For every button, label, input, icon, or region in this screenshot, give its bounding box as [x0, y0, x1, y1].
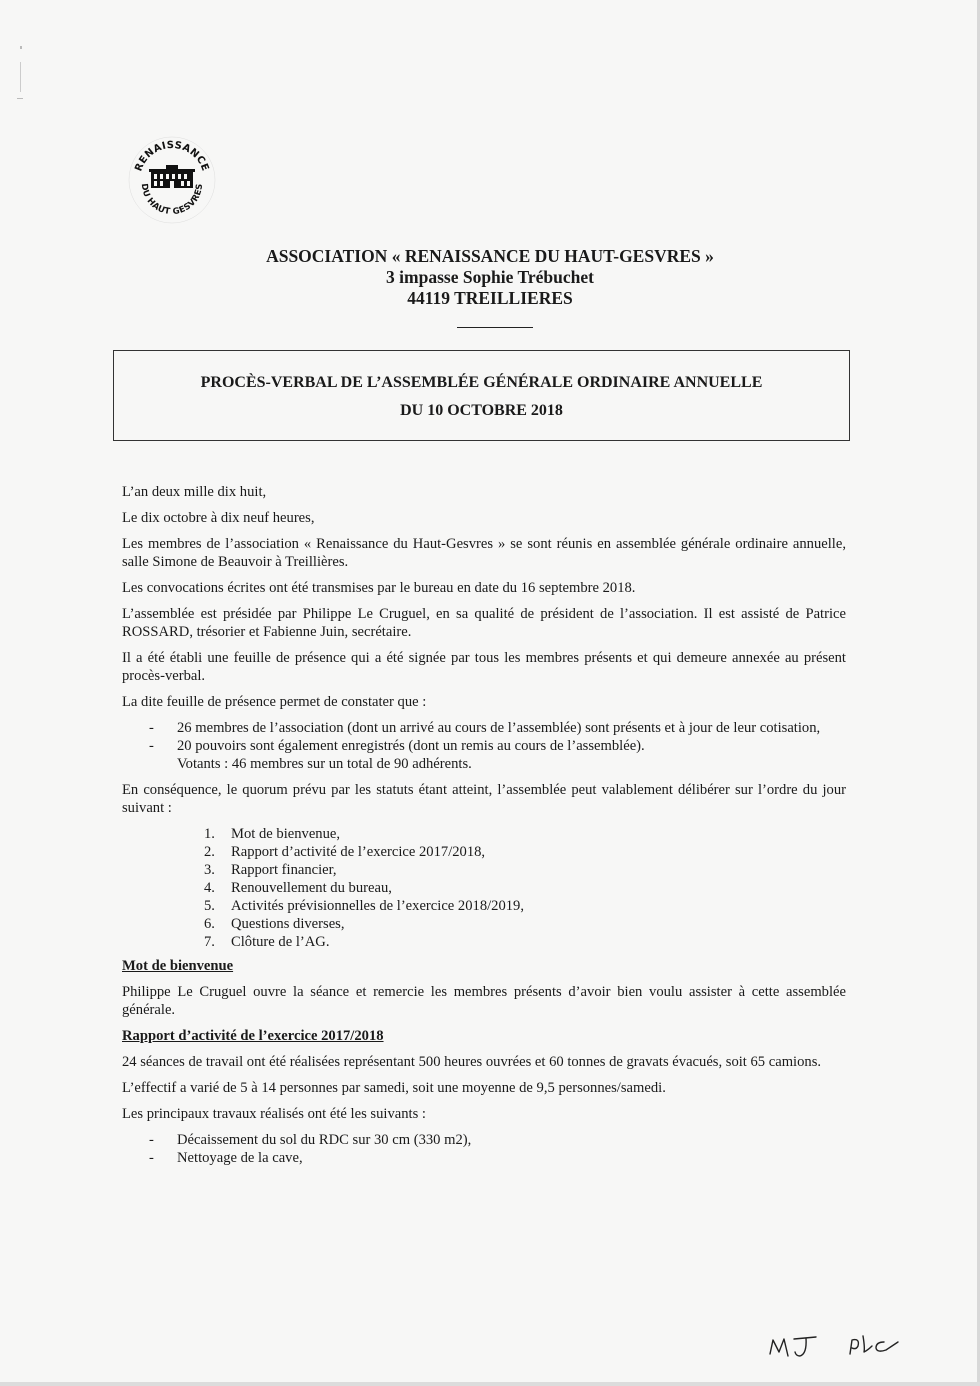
section-heading-welcome: Mot de bienvenue: [122, 958, 234, 974]
agenda-number: 3.: [204, 862, 215, 878]
page-edge-bottom: [0, 1382, 980, 1386]
list-item: [122, 1131, 846, 1149]
paragraph-convocations: Les convocations écrites ont été transmises par le bureau en date du 16 septembre 2018.: [122, 580, 636, 596]
document-title: PROCÈS-VERBAL DE L’ASSEMBLÉE GÉNÉRALE ORDINAIRE ANNUELLE: [200, 374, 763, 391]
initial-l-stroke: [863, 1336, 872, 1352]
works-list: [122, 1131, 846, 1167]
association-name: ASSOCIATION « RENAISSANCE DU HAUT-GESVRES »: [266, 246, 714, 266]
document-body: [122, 483, 846, 1175]
scan-speck: [20, 46, 22, 49]
paragraph-works-intro: Les principaux travaux réalisés ont été les suivants :: [122, 1106, 426, 1122]
list-item: [122, 737, 846, 755]
agenda-item: [122, 861, 846, 879]
paragraph-attendance-intro: La dite feuille de présence permet de constater que :: [122, 694, 427, 710]
paragraph-date: Le dix octobre à dix neuf heures,: [122, 510, 315, 526]
agenda-number: 4.: [204, 880, 215, 896]
document-date: DU 10 OCTOBRE 2018: [400, 402, 563, 419]
scan-speck: [17, 98, 23, 99]
paragraph-presidency: L’assemblée est présidée par Philippe Le Cruguel, en sa qualité de président de l’association. Il est assisté de Patrice ROSSARD, trésorier et Fabienne Juin, secrétaire.: [122, 606, 846, 640]
paragraph-year: L’an deux mille dix huit,: [122, 484, 267, 500]
list-item: [122, 1149, 846, 1167]
initial-p-stroke: [850, 1340, 858, 1354]
initial-m-stroke: [770, 1339, 788, 1356]
agenda-item: [122, 897, 846, 915]
agenda-list: [122, 825, 846, 951]
scan-speck: [20, 62, 21, 92]
paragraph-attendance-sheet: Il a été établi une feuille de présence qui a été signée par tous les membres présents et qui demeure annexée au présent procès-verbal.: [122, 650, 846, 684]
svg-text:DU HAUT GESVRES: [139, 183, 205, 217]
list-item-text: Décaissement du sol du RDC sur 30 cm (330 m2),: [177, 1132, 472, 1148]
paragraph-welcome: Philippe Le Cruguel ouvre la séance et remercie les membres présents d’avoir bien voulu assister à cette assemblée générale.: [122, 984, 846, 1018]
presence-list: [122, 719, 846, 773]
paragraph-sessions: 24 séances de travail ont été réalisées représentant 500 heures ouvrées et 60 tonnes de gravats évacués, soit 65 camions.: [122, 1054, 822, 1070]
agenda-number: 7.: [204, 934, 215, 950]
paragraph-workforce: L’effectif a varié de 5 à 14 personnes par samedi, soit une moyenne de 9,5 personnes/samedi.: [122, 1080, 666, 1096]
paragraph-quorum: En conséquence, le quorum prévu par les statuts étant atteint, l’assemblée peut valablement délibérer sur l’ordre du jour suivant :: [122, 782, 846, 816]
agenda-number: 6.: [204, 916, 215, 932]
agenda-number: 5.: [204, 898, 215, 914]
association-header: [0, 246, 980, 309]
agenda-text: Clôture de l’AG.: [231, 934, 330, 950]
association-logo-seal: [126, 134, 218, 226]
document-title-box: [113, 350, 850, 441]
list-item-text: 20 pouvoirs sont également enregistrés (dont un remis au cours de l’assemblée).: [177, 738, 645, 754]
agenda-number: 1.: [204, 826, 215, 842]
votants-line: Votants : 46 membres sur un total de 90 adhérents.: [177, 756, 472, 772]
association-street: 3 impasse Sophie Trébuchet: [386, 267, 594, 287]
agenda-text: Rapport d’activité de l’exercice 2017/2018,: [231, 844, 486, 860]
agenda-text: Mot de bienvenue,: [231, 826, 341, 842]
castle-icon: [149, 165, 195, 188]
agenda-item: [122, 933, 846, 951]
association-city: 44119 TREILLIERES: [407, 288, 573, 308]
list-item-text: Nettoyage de la cave,: [177, 1150, 303, 1166]
agenda-text: Activités prévisionnelles de l’exercice 2018/2019,: [231, 898, 525, 914]
section-heading-activity-report: Rapport d’activité de l’exercice 2017/2018: [122, 1028, 384, 1044]
handwritten-initials: [764, 1326, 904, 1366]
agenda-item: [122, 879, 846, 897]
agenda-text: Renouvellement du bureau,: [231, 880, 392, 896]
dash-bullet: -: [149, 1132, 154, 1148]
logo-arc-bottom-text: DU HAUT GESVRES: [138, 182, 206, 218]
agenda-item: [122, 915, 846, 933]
dash-bullet: -: [149, 738, 154, 754]
list-item: [122, 719, 846, 737]
dash-bullet: -: [149, 1150, 154, 1166]
agenda-item: [122, 843, 846, 861]
agenda-text: Rapport financier,: [231, 862, 337, 878]
agenda-item: [122, 825, 846, 843]
logo-arc-top-text: RENAISSANCE: [133, 139, 211, 174]
list-item-text: 26 membres de l’association (dont un arrivé au cours de l’assemblée) sont présents et à jour de leur cotisation,: [177, 720, 821, 736]
agenda-number: 2.: [204, 844, 215, 860]
header-divider: [457, 327, 533, 328]
agenda-text: Questions diverses,: [231, 916, 345, 932]
dash-bullet: -: [149, 720, 154, 736]
initial-c-stroke: [876, 1342, 898, 1351]
paragraph-members: Les membres de l’association « Renaissance du Haut-Gesvres » se sont réunis en assemblée générale ordinaire annuelle, salle Simone de Beauvoir à Treillières.: [122, 536, 846, 570]
initial-j-stroke: [794, 1337, 816, 1356]
